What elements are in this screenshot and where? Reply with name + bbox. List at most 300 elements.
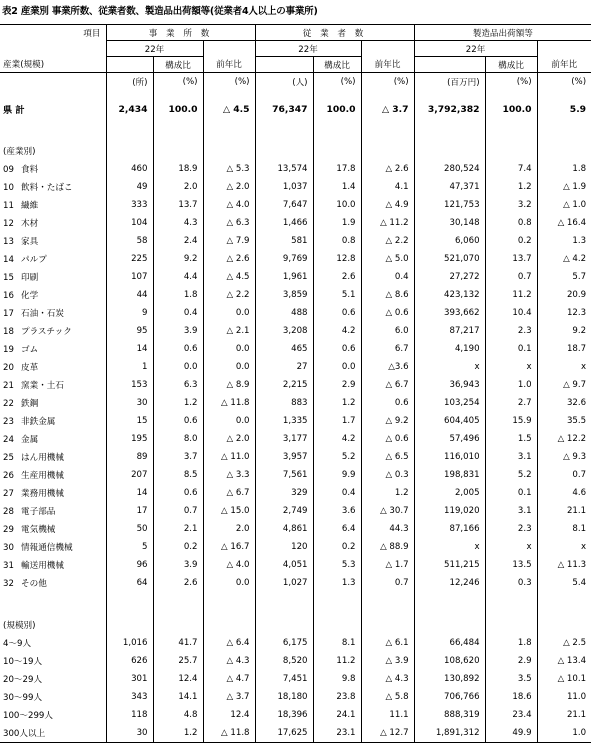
row-label xyxy=(0,394,106,412)
table-cell: △ 6.5 xyxy=(361,448,414,466)
table-cell: 1.8 xyxy=(537,160,591,178)
table-cell: 3,792,382 xyxy=(414,100,485,118)
table-cell: 8.1 xyxy=(313,634,361,652)
table-cell: 329 xyxy=(255,484,313,502)
table-cell: △ 12.2 xyxy=(537,430,591,448)
row-label xyxy=(0,430,106,448)
table-cell: △ 4.0 xyxy=(203,196,255,214)
row-label xyxy=(0,196,106,214)
industry-name: その他 xyxy=(21,579,47,589)
table-cell: 10.0 xyxy=(313,196,361,214)
table-cell: 1.9 xyxy=(313,214,361,232)
row-label xyxy=(0,340,106,358)
table-cell: 1,961 xyxy=(255,268,313,286)
table-cell: 6,060 xyxy=(414,232,485,250)
row-label xyxy=(0,448,106,466)
table-cell: 5.9 xyxy=(537,100,591,118)
table-cell: 3.9 xyxy=(153,322,203,340)
row-label: 30〜99人 xyxy=(3,693,43,703)
table-cell: 9 xyxy=(106,304,153,322)
table-cell: 0.0 xyxy=(203,358,255,376)
table-cell: 393,662 xyxy=(414,304,485,322)
table-cell: 15.9 xyxy=(485,412,537,430)
table-cell: 17,625 xyxy=(255,724,313,743)
table-cell: 1.0 xyxy=(537,724,591,743)
table-cell: 12.3 xyxy=(537,304,591,322)
table-cell: 0.0 xyxy=(203,340,255,358)
table-cell: 9.2 xyxy=(537,322,591,340)
industry-code: 11 xyxy=(3,201,14,211)
units-row xyxy=(0,73,591,92)
table-cell: 35.5 xyxy=(537,412,591,430)
table-cell: △ 10.1 xyxy=(537,670,591,688)
industry-code: 14 xyxy=(3,255,14,265)
table-row xyxy=(0,340,591,358)
table-cell: 4.1 xyxy=(361,178,414,196)
header-row-columns xyxy=(0,57,591,73)
table-cell: 9.2 xyxy=(153,250,203,268)
table-cell: 1.2 xyxy=(153,724,203,743)
row-label xyxy=(0,484,106,502)
table-cell: 3.6 xyxy=(313,502,361,520)
table-cell: △ 8.9 xyxy=(203,376,255,394)
table-cell: 4.2 xyxy=(313,322,361,340)
industry-code: 13 xyxy=(3,237,14,247)
header-row-year xyxy=(0,41,591,57)
industry-code: 25 xyxy=(3,453,14,463)
table-cell: △ 3.7 xyxy=(203,688,255,706)
table-cell: △ 1.0 xyxy=(537,196,591,214)
spacer-row xyxy=(0,91,591,100)
table-cell: 18.9 xyxy=(153,160,203,178)
table-cell: 8,520 xyxy=(255,652,313,670)
section-label: (規模別) xyxy=(3,621,36,631)
table-cell: 1.8 xyxy=(485,634,537,652)
table-cell: 1.5 xyxy=(485,430,537,448)
table-cell: 3,177 xyxy=(255,430,313,448)
table-cell: 1,027 xyxy=(255,574,313,592)
table-cell: △ 13.4 xyxy=(537,652,591,670)
table-cell: 1,335 xyxy=(255,412,313,430)
industry-name: 生産用機械 xyxy=(21,471,64,481)
table-cell: 1.8 xyxy=(153,286,203,304)
table-cell: 8.5 xyxy=(153,466,203,484)
unit-label: (所) xyxy=(106,73,153,92)
table-cell: 17 xyxy=(106,502,153,520)
table-row xyxy=(0,688,591,706)
table-cell: 130,892 xyxy=(414,670,485,688)
table-cell: △ 11.8 xyxy=(203,394,255,412)
unit-label: (人) xyxy=(255,73,313,92)
table-cell: 3.5 xyxy=(485,670,537,688)
row-label xyxy=(0,466,106,484)
table-cell: 12.4 xyxy=(203,706,255,724)
industry-name: はん用機械 xyxy=(21,453,64,463)
industry-name: 繊維 xyxy=(21,201,39,211)
table-cell: 100.0 xyxy=(153,100,203,118)
table-cell: △ 8.6 xyxy=(361,286,414,304)
industry-code: 24 xyxy=(3,435,14,445)
industry-code: 22 xyxy=(3,399,14,409)
industry-code: 32 xyxy=(3,579,14,589)
table-cell: 100.0 xyxy=(485,100,537,118)
table-cell: △ 11.2 xyxy=(361,214,414,232)
table-cell: △ 30.7 xyxy=(361,502,414,520)
table-cell: 66,484 xyxy=(414,634,485,652)
table-row xyxy=(0,556,591,574)
table-cell: 1.4 xyxy=(313,178,361,196)
table-row xyxy=(0,652,591,670)
industry-name: パルプ xyxy=(21,255,47,265)
table-row xyxy=(0,484,591,502)
table-cell: 0.7 xyxy=(537,466,591,484)
table-cell: 1,466 xyxy=(255,214,313,232)
table-cell: 581 xyxy=(255,232,313,250)
table-cell: △ 5.8 xyxy=(361,688,414,706)
table-cell: 4.6 xyxy=(537,484,591,502)
table-cell: 333 xyxy=(106,196,153,214)
table-cell: △ 2.6 xyxy=(203,250,255,268)
table-row xyxy=(0,376,591,394)
table-cell: 5.7 xyxy=(537,268,591,286)
table-cell: 3,859 xyxy=(255,286,313,304)
table-cell: 8.1 xyxy=(537,520,591,538)
table-cell: 0.0 xyxy=(203,412,255,430)
industry-code: 16 xyxy=(3,291,14,301)
table-cell: 521,070 xyxy=(414,250,485,268)
table-cell: 0.8 xyxy=(485,214,537,232)
unit-label: (%) xyxy=(537,73,591,92)
table-cell: 4,861 xyxy=(255,520,313,538)
table-cell: 30 xyxy=(106,394,153,412)
table-cell: 0.0 xyxy=(203,304,255,322)
unit-label: (%) xyxy=(153,73,203,92)
row-label: 100〜299人 xyxy=(3,711,53,721)
industry-name: 木材 xyxy=(21,219,39,229)
industry-name: 飲料・たばこ xyxy=(21,183,73,193)
table-cell: 343 xyxy=(106,688,153,706)
header-share-2: 構成比 xyxy=(313,57,361,73)
table-cell: 11.0 xyxy=(537,688,591,706)
industry-name: 食料 xyxy=(21,165,39,175)
header-yoy-1: 前年比 xyxy=(203,57,255,73)
table-cell: 36,943 xyxy=(414,376,485,394)
table-cell: 58 xyxy=(106,232,153,250)
table-cell: 3.1 xyxy=(485,502,537,520)
table-cell: 3.7 xyxy=(153,448,203,466)
table-cell: 2.4 xyxy=(153,232,203,250)
table-cell: 465 xyxy=(255,340,313,358)
industry-name: 鉄鋼 xyxy=(21,399,39,409)
table-cell: 626 xyxy=(106,652,153,670)
row-label xyxy=(0,322,106,340)
table-cell: 1,037 xyxy=(255,178,313,196)
row-label: 4〜9人 xyxy=(3,639,32,649)
table-cell: 1.2 xyxy=(361,484,414,502)
industry-code: 27 xyxy=(3,489,14,499)
row-label: 20〜29人 xyxy=(3,675,43,685)
industry-code: 09 xyxy=(3,165,14,175)
table-cell: △ 6.7 xyxy=(361,376,414,394)
table-cell: 25.7 xyxy=(153,652,203,670)
table-cell: 50 xyxy=(106,520,153,538)
table-row xyxy=(0,412,591,430)
table-cell: 225 xyxy=(106,250,153,268)
table-cell: 2.7 xyxy=(485,394,537,412)
table-cell: △3.6 xyxy=(361,358,414,376)
row-label xyxy=(0,160,106,178)
table-cell: x xyxy=(414,538,485,556)
statistics-table xyxy=(0,24,591,743)
table-cell: △ 3.3 xyxy=(203,466,255,484)
header-year-3: 22年 xyxy=(414,41,537,57)
table-cell: 2,749 xyxy=(255,502,313,520)
table-cell: 2.0 xyxy=(203,520,255,538)
table-cell: 4,051 xyxy=(255,556,313,574)
table-cell: 2,215 xyxy=(255,376,313,394)
industry-name: 皮革 xyxy=(21,363,39,373)
industry-code: 20 xyxy=(3,363,14,373)
table-cell: 2.6 xyxy=(313,268,361,286)
table-cell: 0.7 xyxy=(153,502,203,520)
table-cell: 12.4 xyxy=(153,670,203,688)
table-cell: △ 4.5 xyxy=(203,100,255,118)
table-cell: △ 9.7 xyxy=(537,376,591,394)
table-cell: 2.0 xyxy=(153,178,203,196)
table-cell: 0.7 xyxy=(485,268,537,286)
table-cell: 0.4 xyxy=(153,304,203,322)
table-cell: 2.3 xyxy=(485,322,537,340)
table-cell: 21.1 xyxy=(537,706,591,724)
row-label xyxy=(0,178,106,196)
table-cell: △ 3.7 xyxy=(361,100,414,118)
industry-name: 印刷 xyxy=(21,273,39,283)
table-cell: △ 4.3 xyxy=(361,670,414,688)
table-cell: 5.2 xyxy=(313,448,361,466)
table-cell: 89 xyxy=(106,448,153,466)
table-cell: 4.8 xyxy=(153,706,203,724)
table-cell: x xyxy=(537,358,591,376)
table-cell: 195 xyxy=(106,430,153,448)
table-cell: 116,010 xyxy=(414,448,485,466)
table-cell: 0.8 xyxy=(313,232,361,250)
table-cell: △ 2.6 xyxy=(361,160,414,178)
table-row xyxy=(0,160,591,178)
table-cell: 30 xyxy=(106,724,153,743)
industry-code: 21 xyxy=(3,381,14,391)
table-cell: 17.8 xyxy=(313,160,361,178)
table-cell: 0.7 xyxy=(361,574,414,592)
table-cell: 23.4 xyxy=(485,706,537,724)
table-cell: △ 4.5 xyxy=(203,268,255,286)
table-cell: 20.9 xyxy=(537,286,591,304)
table-cell: △ 2.0 xyxy=(203,178,255,196)
row-label xyxy=(0,286,106,304)
table-cell: 7,451 xyxy=(255,670,313,688)
table-cell: 44.3 xyxy=(361,520,414,538)
table-cell: 0.0 xyxy=(313,358,361,376)
table-cell: 4.3 xyxy=(153,214,203,232)
table-cell: 1.2 xyxy=(153,394,203,412)
table-cell: 4.2 xyxy=(313,430,361,448)
table-cell: 883 xyxy=(255,394,313,412)
header-year-2: 22年 xyxy=(255,41,361,57)
table-cell: 12,246 xyxy=(414,574,485,592)
table-cell: 2.3 xyxy=(485,520,537,538)
table-cell: 7,647 xyxy=(255,196,313,214)
table-cell: 32.6 xyxy=(537,394,591,412)
table-cell: △ 4.3 xyxy=(203,652,255,670)
industry-name: 輸送用機械 xyxy=(21,561,64,571)
table-cell: △ 11.8 xyxy=(203,724,255,743)
industry-code: 31 xyxy=(3,561,14,571)
table-cell: △ 11.3 xyxy=(537,556,591,574)
table-cell: 198,831 xyxy=(414,466,485,484)
row-label xyxy=(0,214,106,232)
table-cell: x xyxy=(414,358,485,376)
table-cell: 7,561 xyxy=(255,466,313,484)
table-cell: x xyxy=(537,538,591,556)
industry-name: ゴム xyxy=(21,345,39,355)
table-cell: 1 xyxy=(106,358,153,376)
industry-code: 18 xyxy=(3,327,14,337)
table-cell: 9.8 xyxy=(313,670,361,688)
row-label xyxy=(0,502,106,520)
industry-code: 28 xyxy=(3,507,14,517)
table-cell: 18,396 xyxy=(255,706,313,724)
table-cell: 6.4 xyxy=(313,520,361,538)
table-cell: △ 7.9 xyxy=(203,232,255,250)
header-group-establishments: 事 業 所 数 xyxy=(106,25,255,41)
table-cell: 15 xyxy=(106,412,153,430)
table-cell: 21.1 xyxy=(537,502,591,520)
industry-code: 10 xyxy=(3,183,14,193)
table-cell: 13.7 xyxy=(485,250,537,268)
table-row xyxy=(0,178,591,196)
table-cell: 18.7 xyxy=(537,340,591,358)
table-title: 表2 産業別 事業所数、従業者数、製造品出荷額等(従業者4人以上の事業所) xyxy=(2,6,318,17)
table-cell: 41.7 xyxy=(153,634,203,652)
table-cell: 8.0 xyxy=(153,430,203,448)
table-cell: 0.0 xyxy=(153,358,203,376)
header-yoy-2: 前年比 xyxy=(361,57,414,73)
row-label xyxy=(0,412,106,430)
table-cell: △ 5.3 xyxy=(203,160,255,178)
table-cell: 3.2 xyxy=(485,196,537,214)
table-cell: 604,405 xyxy=(414,412,485,430)
table-cell: 5.3 xyxy=(313,556,361,574)
table-cell: 423,132 xyxy=(414,286,485,304)
table-row xyxy=(0,574,591,592)
table-cell: 120 xyxy=(255,538,313,556)
table-cell: 0.6 xyxy=(313,340,361,358)
table-cell: 153 xyxy=(106,376,153,394)
table-row xyxy=(0,430,591,448)
table-cell: 119,020 xyxy=(414,502,485,520)
row-label xyxy=(0,556,106,574)
spacer-row xyxy=(0,592,591,616)
industry-name: 窯業・土石 xyxy=(21,381,64,391)
table-cell: △ 9.3 xyxy=(537,448,591,466)
industry-name: 家具 xyxy=(21,237,39,247)
header-group-employees: 従 業 者 数 xyxy=(255,25,414,41)
table-cell: 1.0 xyxy=(485,376,537,394)
table-cell: △ 1.9 xyxy=(537,178,591,196)
header-year-1: 22年 xyxy=(106,41,203,57)
table-cell: 2,434 xyxy=(106,100,153,118)
table-cell: 5.4 xyxy=(537,574,591,592)
table-cell: 0.2 xyxy=(153,538,203,556)
table-cell: △ 2.2 xyxy=(361,232,414,250)
table-cell: 108,620 xyxy=(414,652,485,670)
table-cell: △ 4.2 xyxy=(537,250,591,268)
section-heading-industry xyxy=(0,142,591,160)
unit-label: (%) xyxy=(485,73,537,92)
table-cell: 13.7 xyxy=(153,196,203,214)
row-label: 300人以上 xyxy=(0,724,106,743)
row-label xyxy=(0,304,106,322)
table-cell: 11.2 xyxy=(313,652,361,670)
table-cell: 121,753 xyxy=(414,196,485,214)
table-cell: 6.7 xyxy=(361,340,414,358)
industry-code: 23 xyxy=(3,417,14,427)
table-cell: 9,769 xyxy=(255,250,313,268)
table-cell: 49.9 xyxy=(485,724,537,743)
table-cell: 0.6 xyxy=(153,484,203,502)
table-cell: 0.4 xyxy=(361,268,414,286)
table-cell: △ 88.9 xyxy=(361,538,414,556)
unit-label: (%) xyxy=(313,73,361,92)
industry-name: 情報通信機械 xyxy=(21,543,73,553)
header-row-label: 産業(規模) xyxy=(0,57,106,73)
table-cell: △ 12.7 xyxy=(361,724,414,743)
table-row xyxy=(0,250,591,268)
table-row xyxy=(0,232,591,250)
row-label xyxy=(0,250,106,268)
table-cell: △ 4.0 xyxy=(203,556,255,574)
industry-code: 12 xyxy=(3,219,14,229)
section-label: (産業別) xyxy=(3,147,36,157)
table-cell: 9.9 xyxy=(313,466,361,484)
industry-code: 19 xyxy=(3,345,14,355)
table-cell: 64 xyxy=(106,574,153,592)
row-label xyxy=(0,268,106,286)
table-cell: 5.2 xyxy=(485,466,537,484)
table-cell: 14 xyxy=(106,340,153,358)
table-row xyxy=(0,214,591,232)
table-cell: 103,254 xyxy=(414,394,485,412)
table-row xyxy=(0,304,591,322)
table-cell: 13.5 xyxy=(485,556,537,574)
industry-code: 26 xyxy=(3,471,14,481)
table-cell: △ 0.6 xyxy=(361,304,414,322)
total-label: 県 計 xyxy=(3,105,25,116)
table-cell: 0.3 xyxy=(485,574,537,592)
table-cell: 96 xyxy=(106,556,153,574)
table-cell: 118 xyxy=(106,706,153,724)
table-cell: △ 0.3 xyxy=(361,466,414,484)
table-cell: 3,208 xyxy=(255,322,313,340)
industry-name: 電子部品 xyxy=(21,507,56,517)
unit-label: (百万円) xyxy=(414,73,485,92)
table-cell: △ 2.5 xyxy=(537,634,591,652)
table-cell: 11.1 xyxy=(361,706,414,724)
row-label xyxy=(0,358,106,376)
table-cell: △ 0.6 xyxy=(361,430,414,448)
table-cell: 1.7 xyxy=(313,412,361,430)
industry-code: 15 xyxy=(3,273,14,283)
table-row xyxy=(0,706,591,724)
